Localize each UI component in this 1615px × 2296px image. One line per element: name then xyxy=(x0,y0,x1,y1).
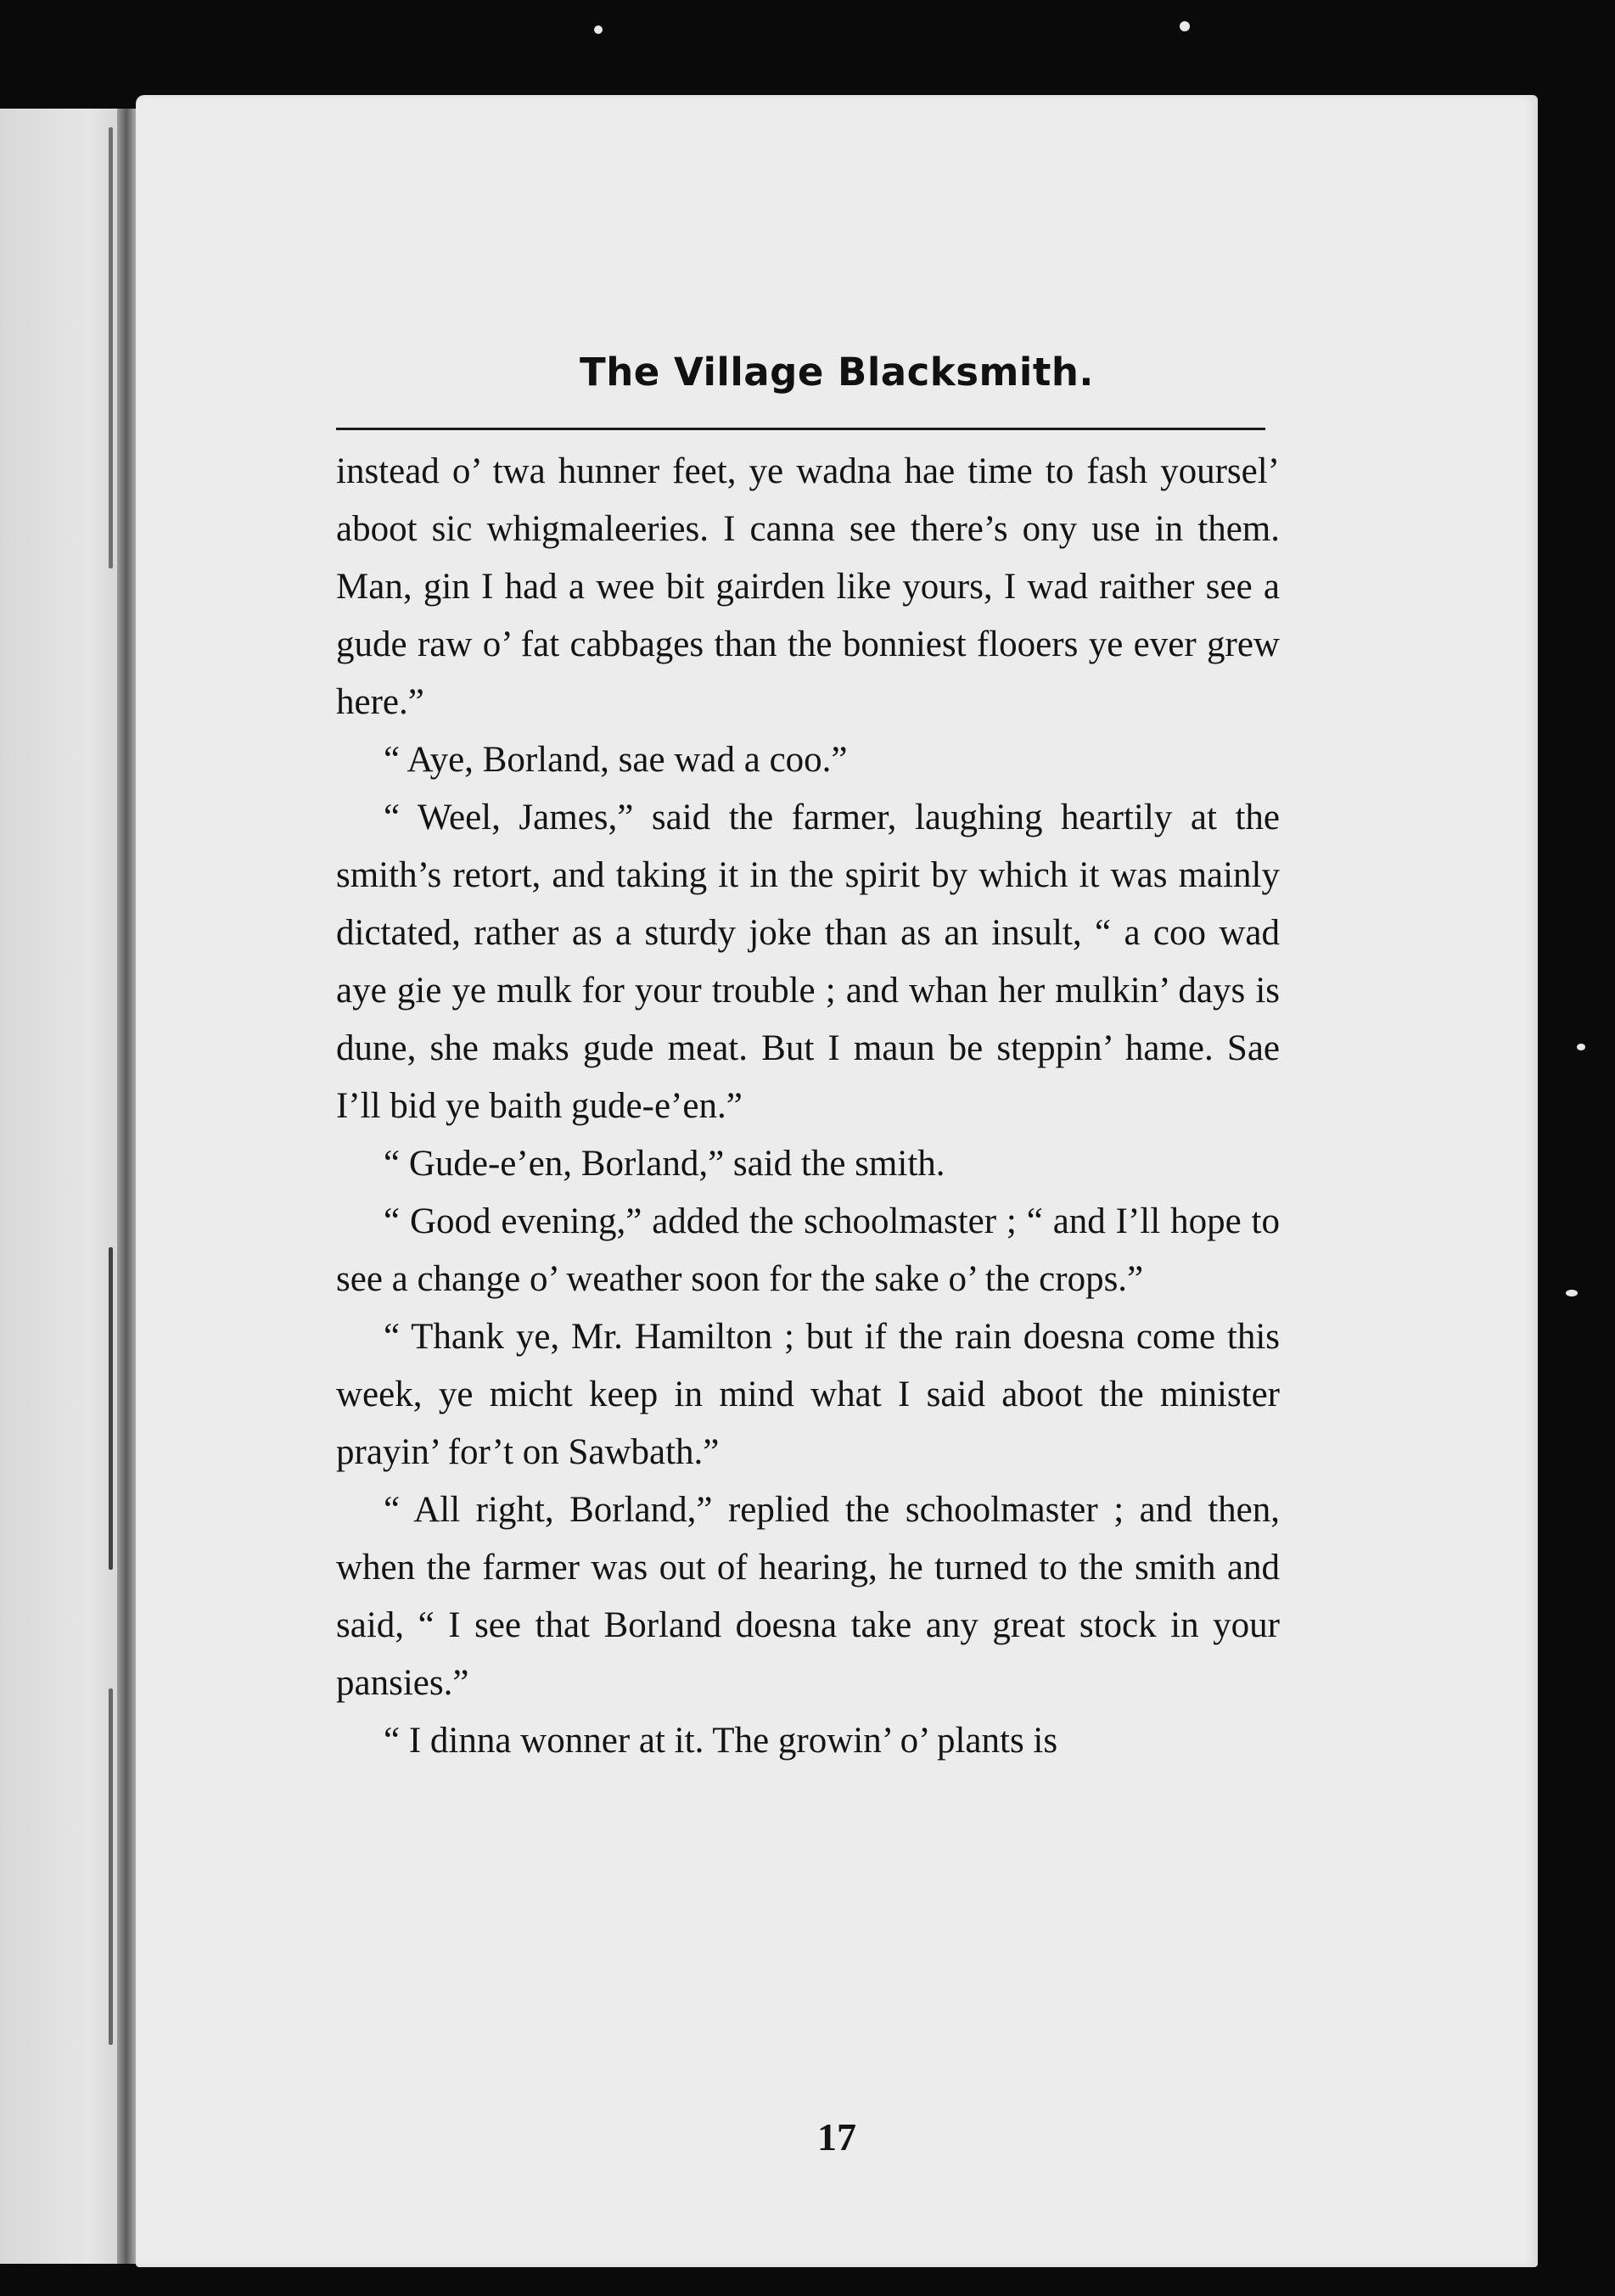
book-gutter xyxy=(117,109,136,2264)
running-head: The Village Blacksmith. xyxy=(580,350,1094,395)
paragraph: “ Thank ye, Mr. Hamilton ; but if the rain doesna come this week, ye micht keep in mind what I said aboot the minister prayin’ for’t on Sawbath.” xyxy=(336,1317,1280,1472)
paragraph: instead o’ twa hunner feet, ye wadna hae time to fash yoursel’ aboot sic whigmaleeries. I canna see there’s ony use in them. Man, gin I had a wee bit gairden like yours, I wad raither see a gude raw o’ fat cabbages than the bonniest flooers ye ever grew here.” xyxy=(336,451,1280,722)
book-page xyxy=(136,95,1538,2267)
gutter-shadow-mark xyxy=(109,127,113,568)
header-rule xyxy=(336,428,1265,430)
scan-speck xyxy=(594,25,603,34)
body-text xyxy=(336,443,1280,1770)
paragraph: “ Weel, James,” said the farmer, laughing heartily at the smith’s retort, and taking it in the spirit by which it was mainly dictated, rather as a sturdy joke than as an insult, “ a coo wad aye gie ye mulk for your trouble ; and whan her mulkin’ days is dune, she maks gude meat. But I maun be steppin’ hame. Sae I’ll bid ye baith gude-e’en.” xyxy=(336,798,1280,1126)
paragraph: “ Aye, Borland, sae wad a coo.” xyxy=(384,740,848,780)
paragraph: “ Gude-e’en, Borland,” said the smith. xyxy=(384,1144,945,1184)
page-number: 17 xyxy=(817,2115,856,2159)
paragraph: “ All right, Borland,” replied the schoolmaster ; and then, when the farmer was out of hearing, he turned to the smith and said, “ I see that Borland doesna take any great stock in your pansies.” xyxy=(336,1490,1280,1703)
scan-speck xyxy=(1180,21,1190,31)
gutter-shadow-mark xyxy=(109,1247,113,1570)
scan-speck xyxy=(1577,1044,1585,1050)
gutter-shadow-mark xyxy=(109,1688,113,2045)
scan-speck xyxy=(1566,1290,1578,1296)
paragraph: “ Good evening,” added the schoolmaster ; “ and I’ll hope to see a change o’ weather soon for the sake o’ the crops.” xyxy=(336,1201,1280,1299)
paragraph: “ I dinna wonner at it. The growin’ o’ plants is xyxy=(384,1721,1058,1761)
